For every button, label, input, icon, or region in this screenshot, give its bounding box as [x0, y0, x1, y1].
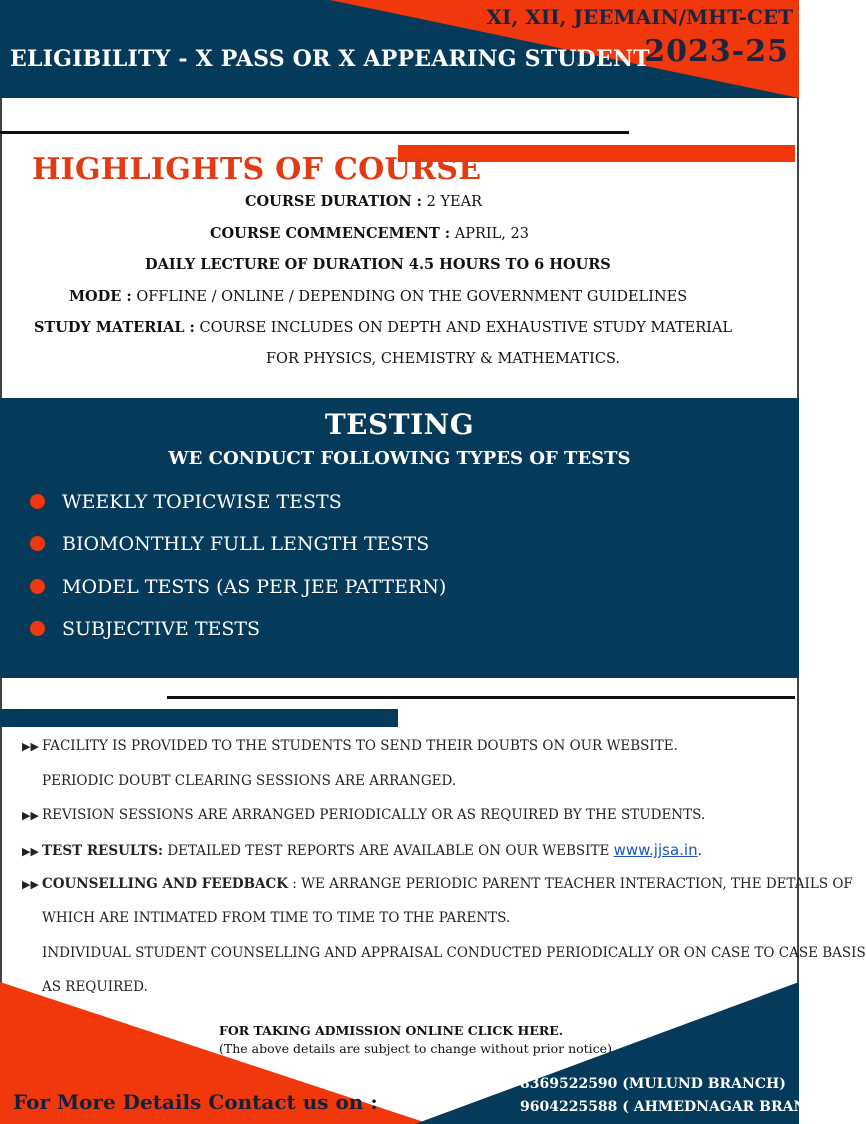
navy-accent-bar	[0, 709, 398, 727]
facility-counselling-2: WHICH ARE INTIMATED FROM TIME TO TIME TO THE PARENTS.	[42, 910, 511, 926]
facility-doubts-2: PERIODIC DOUBT CLEARING SESSIONS ARE ARRANGED.	[42, 773, 457, 789]
test-item: MODEL TESTS (AS PER JEE PATTERN)	[30, 576, 446, 598]
eligibility-text: ELIGIBILITY - X PASS OR X APPEARING STUDENT	[10, 46, 650, 72]
double-arrow-icon: ▶▶	[22, 878, 39, 891]
testing-subtitle: WE CONDUCT FOLLOWING TYPES OF TESTS	[168, 448, 631, 469]
course-duration: COURSE DURATION : 2 YEAR	[245, 193, 483, 210]
phone-ahmednagar: 9604225588 ( AHMEDNAGAR BRANCH)	[520, 1099, 838, 1115]
facility-individual-2: AS REQUIRED.	[42, 979, 148, 995]
bullet-dot-icon	[30, 494, 45, 509]
facility-doubts: ▶▶ FACILITY IS PROVIDED TO THE STUDENTS TO SEND THEIR DOUBTS ON OUR WEBSITE.	[22, 738, 678, 754]
divider-line-middle	[167, 696, 795, 699]
test-item: WEEKLY TOPICWISE TESTS	[30, 491, 342, 513]
bullet-dot-icon	[30, 579, 45, 594]
facility-individual: INDIVIDUAL STUDENT COUNSELLING AND APPRAISAL CONDUCTED PERIODICALLY OR ON CASE TO CASE BASIS	[42, 945, 866, 961]
double-arrow-icon: ▶▶	[22, 845, 39, 858]
website-link[interactable]: www.jjsa.in	[613, 841, 698, 859]
year-text: 2023-25	[644, 34, 789, 69]
facility-counselling: ▶▶ COUNSELLING AND FEEDBACK : WE ARRANGE PERIODIC PARENT TEACHER INTERACTION, THE DETAILS OF	[22, 876, 853, 892]
classes-text: XI, XII, JEEMAIN/MHT-CET	[486, 5, 793, 29]
divider-line-top	[0, 131, 629, 134]
testing-title: TESTING	[324, 408, 475, 441]
highlights-title: HIGHLIGHTS OF COURSE	[32, 152, 482, 187]
facility-test-results: ▶▶ TEST RESULTS: DETAILED TEST REPORTS ARE AVAILABLE ON OUR WEBSITE www.jjsa.in.	[22, 841, 702, 859]
test-item: SUBJECTIVE TESTS	[30, 618, 260, 640]
double-arrow-icon: ▶▶	[22, 740, 39, 753]
double-arrow-icon: ▶▶	[22, 809, 39, 822]
notice-text: (The above details are subject to change without prior notice)	[219, 1041, 612, 1056]
mode-line: MODE : OFFLINE / ONLINE / DEPENDING ON THE GOVERNMENT GUIDELINES	[69, 288, 688, 305]
study-material-line: STUDY MATERIAL : COURSE INCLUDES ON DEPTH AND EXHAUSTIVE STUDY MATERIAL	[34, 319, 732, 336]
admission-link[interactable]: FOR TAKING ADMISSION ONLINE CLICK HERE.	[219, 1023, 564, 1038]
course-commencement: COURSE COMMENCEMENT : APRIL, 23	[210, 225, 529, 242]
contact-heading: For More Details Contact us on :	[13, 1090, 378, 1114]
facility-revision: ▶▶ REVISION SESSIONS ARE ARRANGED PERIODICALLY OR AS REQUIRED BY THE STUDENTS.	[22, 807, 706, 823]
phone-mulund: 8369522590 (MULUND BRANCH)	[520, 1076, 786, 1092]
bullet-dot-icon	[30, 536, 45, 551]
daily-lecture: DAILY LECTURE OF DURATION 4.5 HOURS TO 6 HOURS	[145, 256, 611, 273]
study-material-line-2: FOR PHYSICS, CHEMISTRY & MATHEMATICS.	[266, 351, 620, 367]
bullet-dot-icon	[30, 621, 45, 636]
test-item: BIOMONTHLY FULL LENGTH TESTS	[30, 533, 429, 555]
